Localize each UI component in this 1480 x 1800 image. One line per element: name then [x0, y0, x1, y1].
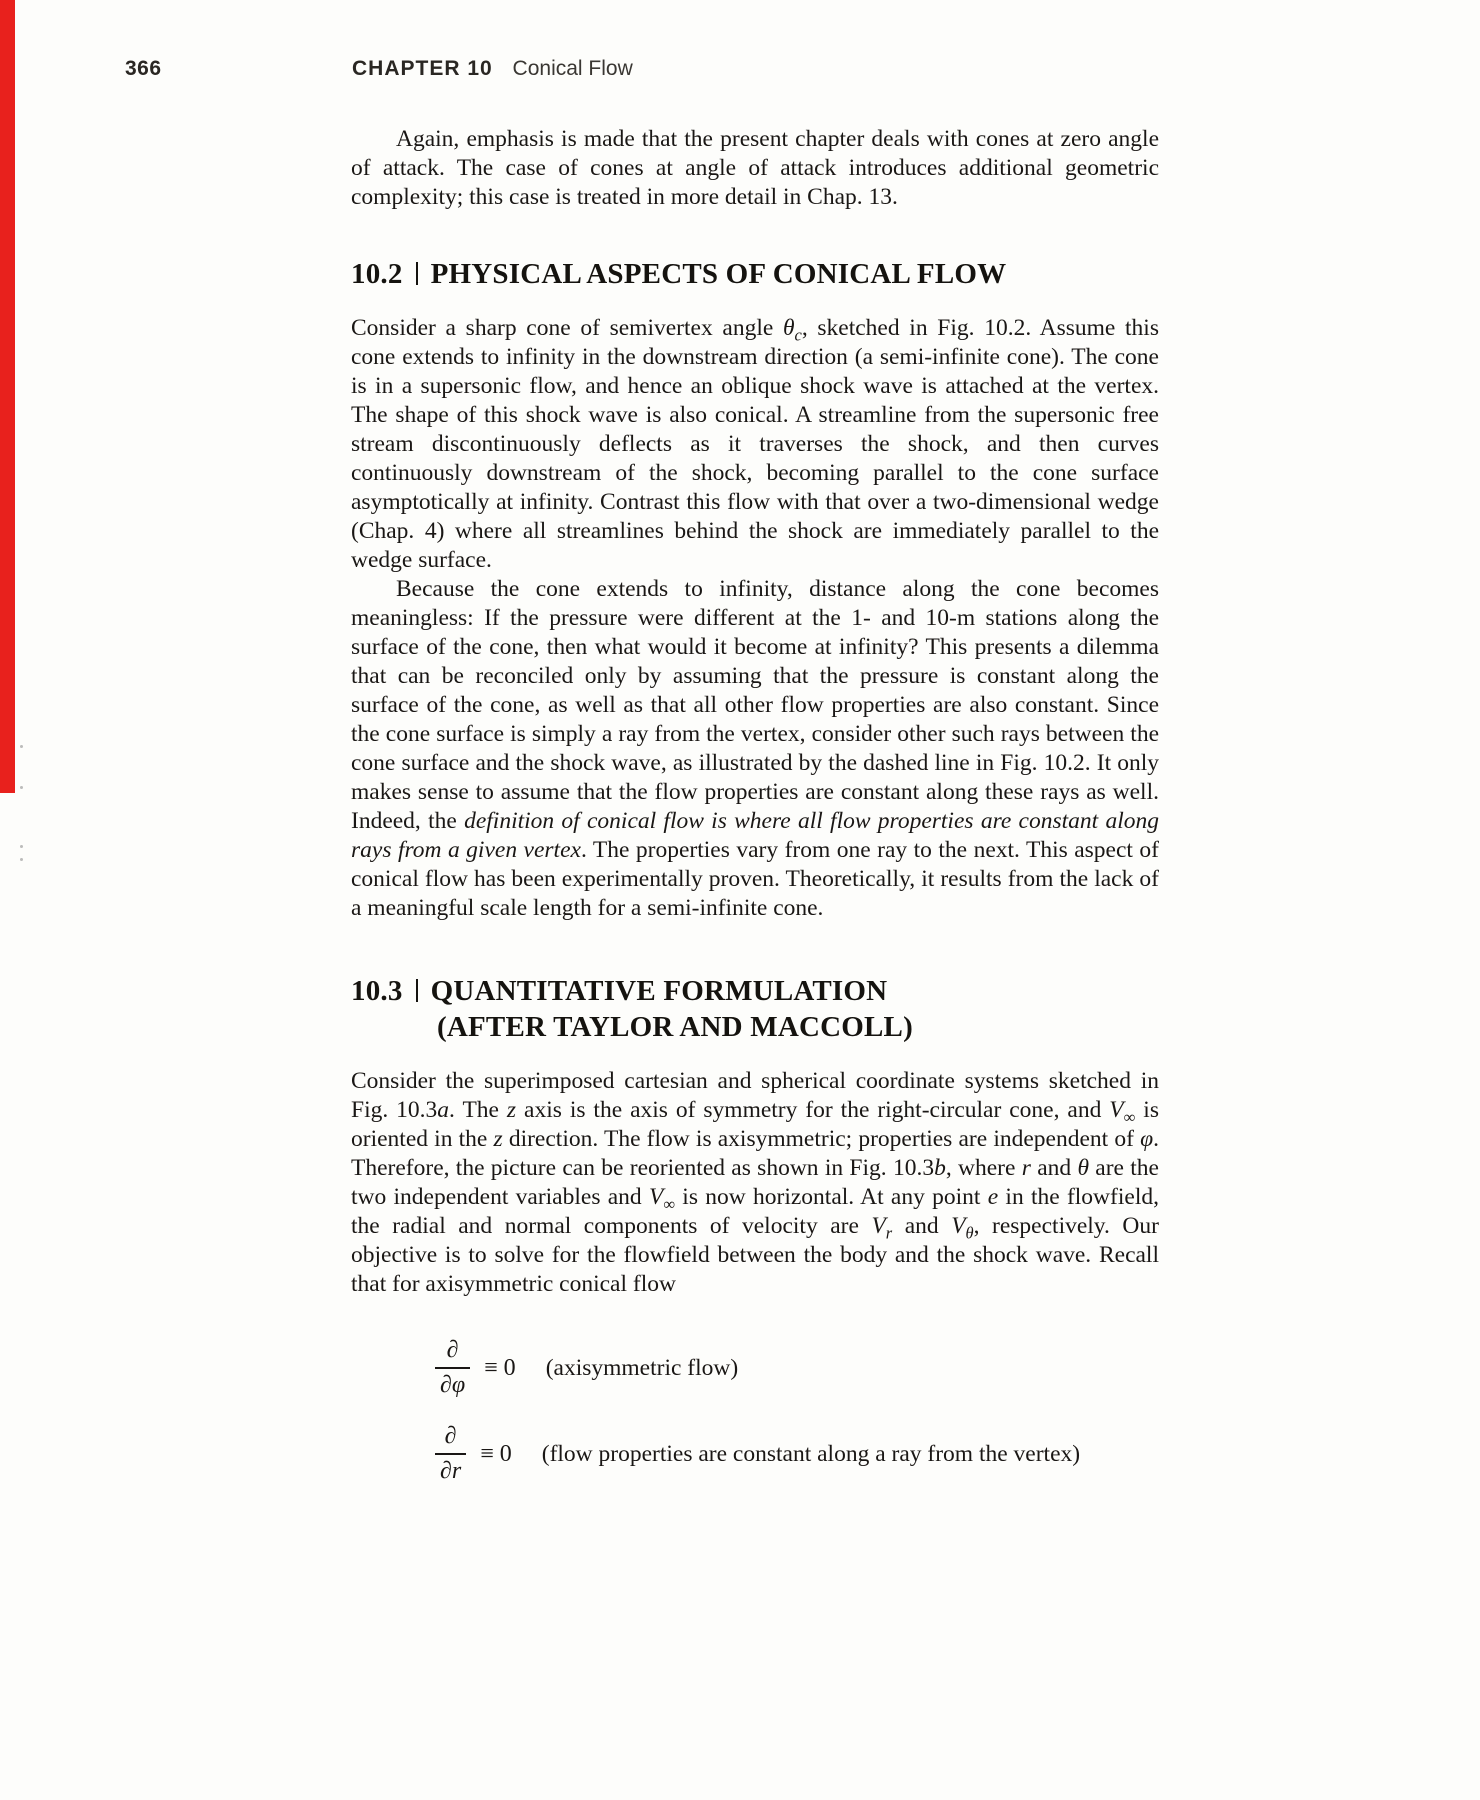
fraction-numerator: ∂: [446, 1337, 459, 1363]
scan-artifact: [20, 845, 23, 848]
equation-relation: ≡ 0: [484, 1354, 516, 1381]
heading-separator: [416, 979, 418, 1002]
equation-relation: ≡ 0: [480, 1440, 512, 1467]
red-stripe: [0, 0, 15, 793]
scan-artifact: [20, 745, 23, 748]
fraction: [435, 1337, 470, 1399]
fraction-denominator: ∂φ: [435, 1367, 470, 1399]
paragraph-physical-aspects-1: Consider a sharp cone of semivertex angle $\theta_c$, sketched in Fig. 10.2. Assume this cone extends to infinity in the downstream direction (a semi-infinite cone). The cone is in a supersonic flow, and hence an oblique shock wave is attached at the vertex. The shape of this shock wave is also conical. A streamline from the supersonic free stream discontinuously deflects as it traverses the shock, and then curves continuously downstream of the shock, becoming parallel to the cone surface asymptotically at infinity. Contrast this flow with that over a two-dimensional wedge (Chap. 4) where all streamlines behind the shock are immediately parallel to the wedge surface.: [351, 315, 1159, 573]
equation-ray-constant: [435, 1423, 1159, 1485]
equation-label: (flow properties are constant along a ray from the vertex): [541, 1440, 1081, 1467]
equation-label: (axisymmetric flow): [545, 1354, 739, 1381]
heading-separator: [416, 262, 418, 285]
paragraph-physical-aspects-2: Because the cone extends to infinity, distance along the cone becomes meaningless: If the pressure were different at the 1- and 10-m stations along the surface of the cone, then what would it become at infinity? This presents a dilemma that can be reconciled only by assuming that the pressure is constant along the surface of the cone, as well as that all other flow properties are also constant. Since the cone surface is simply a ray from the vertex, consider other such rays between the cone surface and the shock wave, as illustrated by the dashed line in Fig. 10.2. It only makes sense to assume that the flow properties are constant along these rays as well. Indeed, the definition of conical flow is where all flow properties are constant along rays from a given vertex. The properties vary from one ray to the next. This aspect of conical flow has been experimentally proven. Theoretically, it results from the lack of a meaningful scale length for a semi-infinite cone.: [351, 576, 1159, 921]
section-title: QUANTITATIVE FORMULATION: [430, 975, 888, 1007]
section-heading-10-3: [351, 973, 1159, 1045]
chapter-title: Conical Flow: [512, 57, 633, 80]
page-number: 366: [125, 57, 162, 80]
section-heading-10-2: [351, 256, 1159, 292]
equation-axisymmetric: [435, 1337, 1159, 1399]
chapter-label: CHAPTER 10: [352, 57, 493, 80]
page-body: [351, 0, 1159, 1485]
fraction-numerator: ∂: [444, 1423, 457, 1449]
scan-artifact: [20, 786, 23, 789]
fraction: [435, 1423, 466, 1485]
section-number: 10.2: [351, 258, 403, 290]
paragraph-quantitative-formulation: Consider the superimposed cartesian and spherical coordinate systems sketched in Fig. 10.3a. The z axis is the axis of symmetry for the right-circular cone, and $V_\infty$ is oriented in the z direction. The flow is axisymmetric; properties are independent of φ. Therefore, the picture can be reoriented as shown in Fig. 10.3b, where r and θ are the two independent variables and $V_\infty$ is now horizontal. At any point e in the flowfield, the radial and normal components of velocity are $V_r$ and $V_\theta$, respectively. Our objective is to solve for the flowfield between the body and the shock wave. Recall that for axisymmetric conical flow: [351, 1068, 1160, 1297]
intro-paragraph: Again, emphasis is made that the present chapter deals with cones at zero angle of attack. The case of cones at angle of attack introduces additional geometric complexity; this case is treated in more detail in Chap. 13.: [351, 126, 1159, 210]
section-title-line1: [351, 973, 1159, 1009]
scan-artifact: [20, 858, 23, 861]
fraction-denominator: ∂r: [435, 1453, 466, 1485]
section-number: 10.3: [351, 975, 403, 1007]
section-title: PHYSICAL ASPECTS OF CONICAL FLOW: [430, 258, 1007, 290]
section-title-line2: (AFTER TAYLOR AND MACCOLL): [437, 1011, 913, 1043]
